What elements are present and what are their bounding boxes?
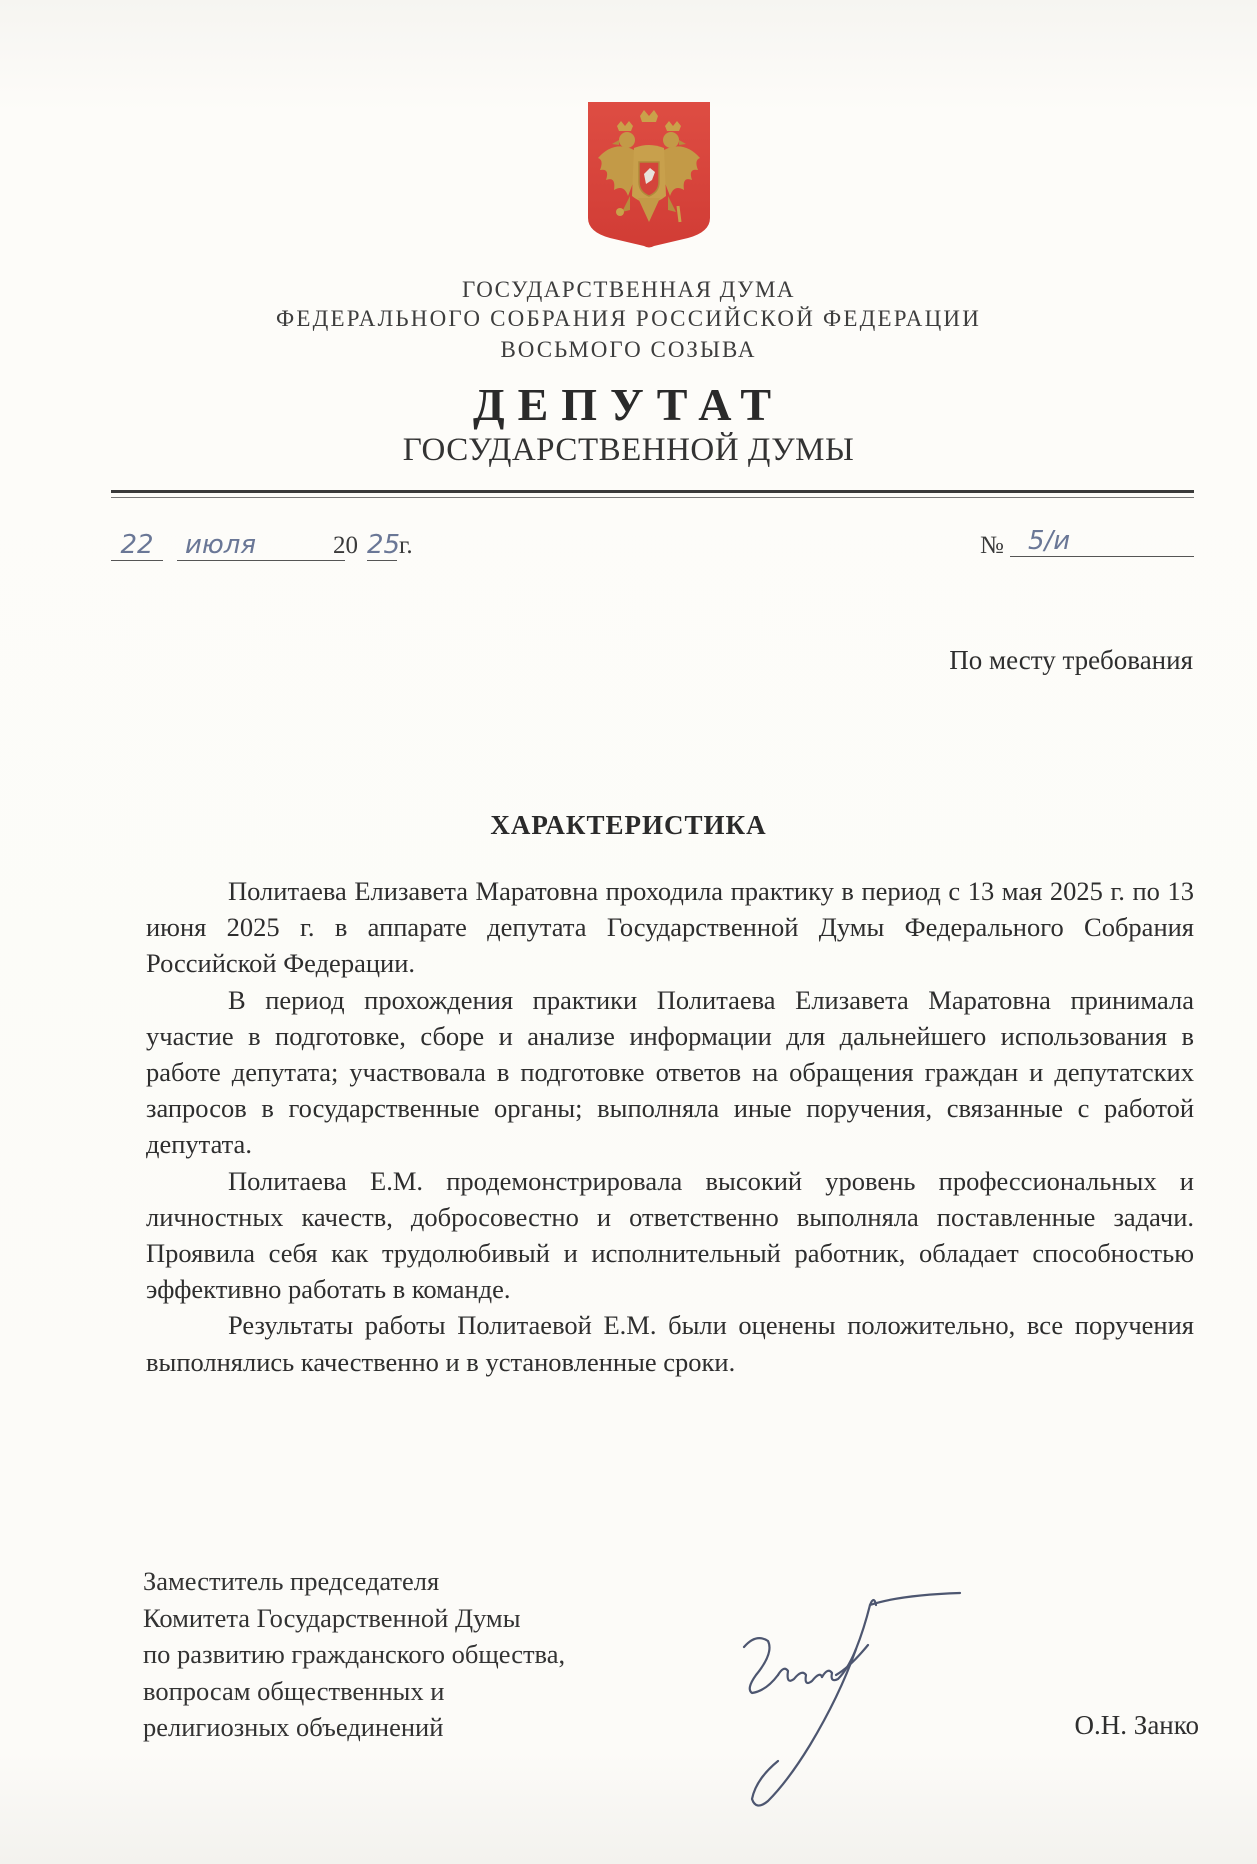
coat-of-arms-icon (584, 100, 714, 250)
document-number-value: 5/и (1010, 526, 1194, 557)
signatory-position-line: религиозных объединений (143, 1712, 444, 1742)
signatory-position (143, 1563, 565, 1746)
date-year-prefix: 20 (333, 532, 358, 559)
date-year-unit: г. (399, 532, 413, 559)
header-line-1: ГОСУДАРСТВЕННАЯ ДУМА (462, 277, 795, 302)
header-subtitle: ГОСУДАРСТВЕННОЙ ДУМЫ (402, 432, 855, 468)
date-day: 22 (111, 530, 163, 561)
signatory-position-line: Заместитель председателя (143, 1566, 440, 1596)
signatory-position-line: вопросам общественных и (143, 1675, 445, 1706)
body-paragraph: В период прохождения практики Политаева Елизавета Маратовна принимала участие в подготовке, сборе и анализе информации для дальнейшего использования в работе депутата; участвовала в подготовке ответов на обращения граждан и депутатских запросов в государственные органы; выполняла иные поручения, связанные с работой депутата. (146, 984, 1194, 1160)
header-line-2: ФЕДЕРАЛЬНОГО СОБРАНИЯ РОССИЙСКОЙ ФЕДЕРАЦИИ (275, 306, 982, 331)
addressee: По месту требования (949, 645, 1193, 675)
handwritten-signature (660, 1575, 1000, 1815)
header-title: ДЕПУТАТ (472, 379, 785, 430)
document-title: ХАРАКТЕРИСТИКА (490, 810, 767, 840)
signatory-position-line: по развитию гражданского общества, (143, 1639, 566, 1669)
body-paragraph: Политаева Елизавета Маратовна проходила практику в период с 13 мая 2025 г. по 13 июня 2025 г. в аппарате депутата Государственной Думы Федерального Собрания Российской Федерации. (146, 876, 1194, 979)
document-body (146, 873, 1194, 1380)
date-month: июля (177, 530, 345, 561)
header-line-3: ВОСЬМОГО СОЗЫВА (500, 337, 757, 362)
document-number-label: № (980, 532, 1004, 559)
header-divider-thin (111, 497, 1194, 498)
body-paragraph: Политаева Е.М. продемонстрировала высокий уровень профессиональных и личностных качеств, добросовестно и ответственно выполняла поставленные задачи. Проявила себя как трудолюбивый и исполнительный работник, обладает способностью эффективно работать в команде. (146, 1165, 1194, 1305)
body-paragraph: Результаты работы Политаевой Е.М. были оценены положительно, все поручения выполнялись качественно и в установленные сроки. (146, 1310, 1194, 1377)
header-divider-thick (111, 490, 1194, 493)
date-year-suffix: 25 (367, 530, 401, 560)
signatory-name: О.Н. Занко (1074, 1710, 1199, 1740)
signatory-position-line: Комитета Государственной Думы (143, 1602, 521, 1633)
